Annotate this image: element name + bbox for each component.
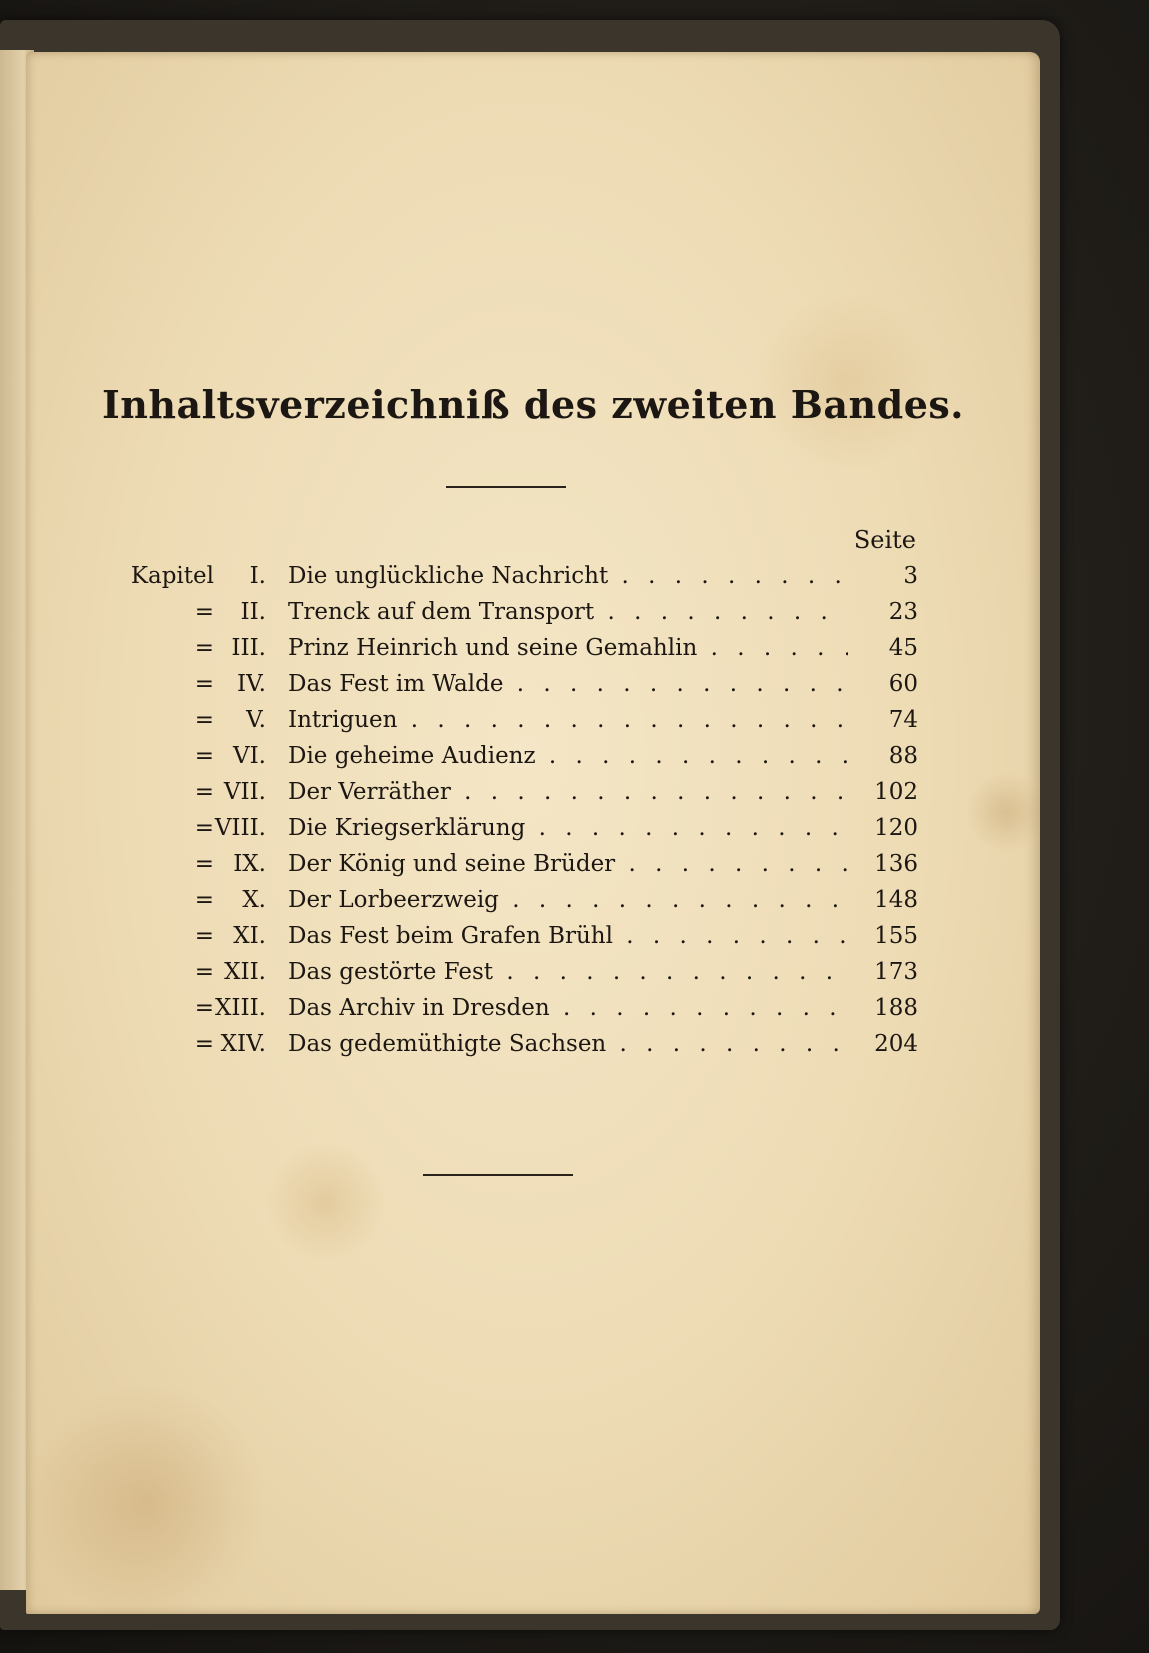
chapter-page: 88 [888,743,918,769]
chapter-numeral: II. [240,599,266,625]
chapter-prefix: = [194,851,214,877]
toc-entry [26,883,1040,917]
toc-entry [26,703,1040,737]
toc-entry [26,919,1040,953]
toc-entry [26,631,1040,665]
chapter-prefix: = [194,743,214,769]
chapter-numeral: III. [231,635,266,661]
book-page [26,52,1040,1614]
chapter-page: 148 [874,887,918,913]
chapter-title: Die Kriegserklärung . . . [288,811,848,845]
chapter-numeral: IV. [237,671,266,697]
chapter-numeral: XII. [224,959,266,985]
toc-entry [26,847,1040,881]
page-title: Inhaltsverzeichniß des zweiten Bandes. [101,382,965,427]
chapter-page: 173 [874,959,918,985]
toc-entry [26,991,1040,1025]
chapter-title: Die unglückliche Nachricht . . . [288,559,848,593]
chapter-numeral: X. [242,887,266,913]
chapter-prefix: = [194,923,214,949]
chapter-page: 45 [888,635,918,661]
toc-entry [26,739,1040,773]
chapter-prefix: = [194,1031,214,1057]
chapter-prefix: = [194,779,214,805]
toc-entry [26,667,1040,701]
chapter-page: 3 [903,563,918,589]
chapter-page: 102 [874,779,918,805]
chapter-numeral: XIV. [220,1031,266,1057]
chapter-page: 60 [888,671,918,697]
chapter-numeral: V. [246,707,266,733]
closing-divider [423,1174,573,1176]
toc-entry [26,559,1040,593]
chapter-numeral: IX. [233,851,266,877]
toc-entry [26,775,1040,809]
toc-entry [26,595,1040,629]
chapter-prefix: = [194,815,214,841]
chapter-title: Intriguen . . . [288,703,848,737]
chapter-title: Das gedemüthigte Sachsen . . . [288,1027,848,1061]
chapter-title: Trenck auf dem Transport . . . [288,595,848,629]
chapter-page: 74 [888,707,918,733]
chapter-page: 155 [874,923,918,949]
chapter-prefix: = [194,671,214,697]
chapter-title: Das Fest im Walde . . . [288,667,848,701]
toc-entry [26,811,1040,845]
chapter-title: Das gestörte Fest . . . [288,955,848,989]
chapter-title: Der Lorbeerzweig . . . [288,883,848,917]
chapter-title: Die geheime Audienz . . . [288,739,848,773]
chapter-page: 120 [874,815,918,841]
chapter-page: 136 [874,851,918,877]
chapter-numeral: VI. [232,743,266,769]
page-column-label: Seite [853,526,916,554]
chapter-numeral: XIII. [215,995,266,1021]
chapter-prefix: = [194,707,214,733]
chapter-numeral: XI. [233,923,266,949]
chapter-title: Prinz Heinrich und seine Gemahlin . . . [288,631,848,665]
chapter-prefix: = [194,635,214,661]
chapter-page: 204 [874,1031,918,1057]
chapter-prefix: Kapitel [130,563,214,589]
chapter-title: Der König und seine Brüder . . . [288,847,848,881]
chapter-title: Das Archiv in Dresden . . . [288,991,848,1025]
chapter-numeral: I. [249,563,266,589]
chapter-page: 23 [888,599,918,625]
toc-entry [26,955,1040,989]
chapter-title: Der Verräther . . . [288,775,848,809]
chapter-title: Das Fest beim Grafen Brühl . . . [288,919,848,953]
chapter-numeral: VII. [223,779,266,805]
chapter-numeral: VIII. [214,815,266,841]
chapter-prefix: = [194,887,214,913]
chapter-page: 188 [874,995,918,1021]
chapter-prefix: = [194,599,214,625]
toc-entry [26,1027,1040,1061]
title-divider [446,486,566,488]
chapter-prefix: = [194,959,214,985]
chapter-prefix: = [194,995,214,1021]
